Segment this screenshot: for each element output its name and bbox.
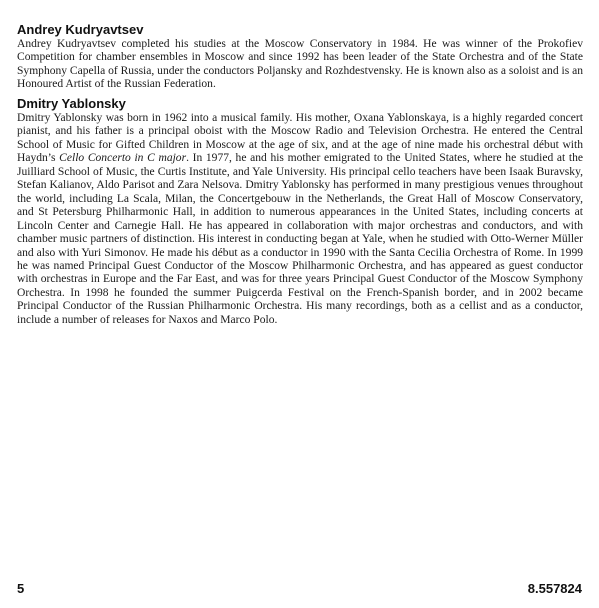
page-number: 5 (17, 581, 25, 596)
catalogue-number: 8.557824 (527, 581, 582, 596)
biography-paragraph: Andrey Kudryavtsev completed his studies at the Moscow Conservatory in 1984. He was winner of the Prokofiev Competition for chamber ensembles in Moscow and since 1992 has been leader of the State Orchestra and of the State Symphony Capella of Russia, under the conductors Poljansky and Rozhdestvensky. He is known also as a soloist and is an Honoured Artist of the Russian Federation. (17, 38, 583, 91)
biography-text-part-1: Dmitry Yablonsky was born in 1962 into a musical family. His mother, Oxana Yablonskaya, is a highly regarded concert pianist, and his father is a principal oboist with the Moscow Radio and Television Orchestra. He entered the Central School of Music for Gifted Children in Moscow at the age of six, and at the age of nine made his orchestral début with Haydn’s (17, 112, 583, 165)
biography-dmitry-yablonsky (17, 96, 583, 327)
work-title: Cello Concerto in C major (59, 152, 187, 165)
artist-name-heading: Andrey Kudryavtsev (17, 22, 144, 37)
biography-andrey-kudryavtsev (17, 22, 583, 92)
biography-text-part-2: . In 1977, he and his mother emigrated to the United States, where he studied at the Juilliard School of Music, the Curtis Institute, and Yale University. His principal cello teachers have been Isaak Buravsky, Stefan Kalianov, Aldo Parisot and Zara Nelsova. Dmitry Yablonsky has performed in many prestigious venues throughout the world, including La Scala, Milan, the Concertgebouw in the Netherlands, the Great Hall of Moscow Conservatory, and St Petersburg Philharmonic Hall, in addition to numerous appearances in the United States, including concerts at Lincoln Center and Carnegie Hall. He has appeared in collaboration with major orchestras and conductors, and with chamber music partners of distinction. His interest in conducting began at Yale, when he studied with Otto-Werner Müller and also with Yuri Simonov. He made his début as a conductor in 1990 with the Santa Cecilia Orchestra of Rome. In 1999 he was named Principal Guest Conductor of the Moscow Philharmonic Orchestra, and has appeared as guest conductor with orchestras in Europe and the Far East, and was for three years Principal Guest Conductor of the Moscow Symphony Orchestra. In 1998 he founded the summer Puigcerda Festival on the French-Spanish border, and in 2002 became Principal Conductor of the Russian Philharmonic Orchestra. His many recordings, both as a cellist and as a conductor, include a number of releases for Naxos and Marco Polo. (17, 152, 583, 326)
biography-paragraph (17, 112, 583, 327)
artist-name-heading: Dmitry Yablonsky (17, 96, 126, 111)
